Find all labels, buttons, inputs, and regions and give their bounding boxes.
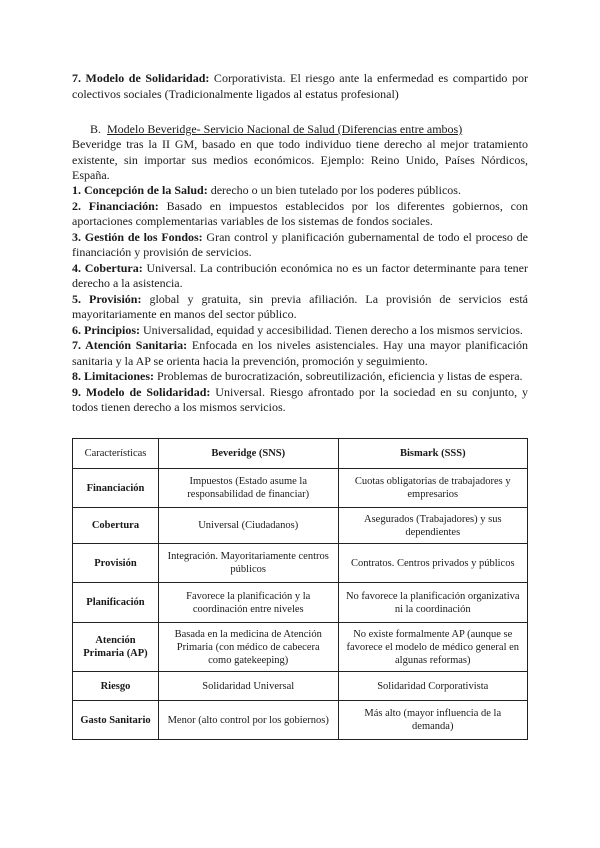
item-text: Problemas de burocratización, sobreutilización, eficiencia y listas de espera. — [154, 369, 523, 383]
beveridge-cell: Impuestos (Estado asume la responsabilidad de financiar) — [158, 469, 338, 508]
beveridge-cell: Favorece la planificación y la coordinación entre niveles — [158, 583, 338, 623]
comparison-table — [72, 438, 528, 740]
row-label: Planificación — [73, 583, 159, 623]
list-item — [72, 230, 528, 261]
list-item — [72, 323, 528, 339]
item-label: 8. Limitaciones: — [72, 369, 154, 383]
item-text: Basado en impuestos establecidos por los diferentes gobiernos, con aportaciones complementarias variables de los sistemas de fondos sociales. — [72, 198, 528, 228]
table-row — [73, 544, 528, 583]
list-item — [72, 183, 528, 199]
beveridge-cell: Universal (Ciudadanos) — [158, 508, 338, 544]
list-item — [72, 292, 528, 323]
beveridge-cell: Integración. Mayoritariamente centros públicos — [158, 544, 338, 583]
solidarity-model-item — [72, 71, 528, 102]
header-bismark: Bismark (SSS) — [338, 439, 527, 469]
header-beveridge: Beveridge (SNS) — [158, 439, 338, 469]
table-row — [73, 583, 528, 623]
section-marker: B. — [90, 122, 102, 136]
list-item — [72, 369, 528, 385]
table-row — [73, 469, 528, 508]
item-label: 2. Financiación: — [72, 198, 159, 213]
bismark-cell: Cuotas obligatorias de trabajadores y empresarios — [338, 469, 527, 508]
item-label: 1. Concepción de la Salud: — [72, 183, 208, 197]
bismark-cell: No existe formalmente AP (aunque se favorece el modelo de médico general en algunas reformas) — [338, 623, 527, 672]
table-header-row — [73, 439, 528, 469]
section-intro — [72, 137, 528, 184]
item-label: 5. Provisión: — [72, 291, 142, 306]
item-label: 9. Modelo de Solidaridad: — [72, 384, 211, 399]
row-label: Cobertura — [73, 508, 159, 544]
beveridge-cell: Solidaridad Universal — [158, 672, 338, 701]
row-label: Gasto Sanitario — [73, 701, 159, 740]
item-text: Universal. Riesgo afrontado por la sociedad en su conjunto, y todos tienen derecho a los mismos servicios. — [72, 384, 528, 414]
intro-text: Beveridge tras la II GM, basado en que todo individuo tiene derecho al mejor tratamiento existente, sin importar sus medios económicos. Ejemplo: Reino Unido, Países Nórdicos, España. — [72, 137, 528, 182]
item-text: Enfocada en los niveles asistenciales. Hay una mayor planificación sanitaria y la AP se orienta hacia la prevención, promoción y seguimiento. — [72, 338, 529, 368]
list-item — [72, 338, 528, 369]
bismark-cell: Solidaridad Corporativista — [338, 672, 527, 701]
table-row — [73, 672, 528, 701]
row-label: Riesgo — [73, 672, 159, 701]
item-label: 7. Atención Sanitaria: — [72, 338, 188, 352]
section-title: Modelo Beveridge- Servicio Nacional de Salud (Diferencias entre ambos) — [107, 122, 463, 136]
row-label: Financiación — [73, 469, 159, 508]
bismark-cell: Contratos. Centros privados y públicos — [338, 544, 527, 583]
table-row — [73, 701, 528, 740]
section-heading — [90, 122, 462, 137]
bismark-cell: No favorece la planificación organizativa ni la coordinación — [338, 583, 527, 623]
item-text: global y gratuita, sin previa afiliación. La provisión de servicios está mayoritariamente en manos del sector público. — [72, 291, 528, 321]
item-text: derecho o un bien tutelado por los poderes públicos. — [207, 183, 461, 197]
item-label: 4. Cobertura: — [72, 260, 143, 275]
row-label: Provisión — [73, 544, 159, 583]
item-label: 7. Modelo de Solidaridad: — [72, 71, 210, 85]
item-text: Corporativista. El riesgo ante la enfermedad es compartido por colectivos sociales (Tradicionalmente ligados al estatus profesional) — [72, 71, 528, 101]
item-label: 6. Principios: — [72, 322, 140, 337]
table-row — [73, 508, 528, 544]
item-text: Universal. La contribución económica no es un factor determinante para tener derecho a la asistencia. — [72, 260, 529, 290]
beveridge-cell: Menor (alto control por los gobiernos) — [158, 701, 338, 740]
header-characteristics: Características — [73, 439, 159, 469]
item-label: 3. Gestión de los Fondos: — [72, 229, 203, 244]
list-item — [72, 199, 528, 230]
table-row — [73, 623, 528, 672]
beveridge-cell: Basada en la medicina de Atención Primaria (con médico de cabecera como gatekeeping) — [158, 623, 338, 672]
item-text: Universalidad, equidad y accesibilidad. Tienen derecho a los mismos servicios. — [140, 322, 523, 337]
list-item — [72, 385, 528, 416]
item-text: Gran control y planificación gubernamental de todo el proceso de financiación y provisión de servicios. — [72, 229, 528, 259]
list-item — [72, 261, 528, 292]
features-list — [72, 183, 528, 416]
row-label: Atención Primaria (AP) — [73, 623, 159, 672]
bismark-cell: Asegurados (Trabajadores) y sus dependientes — [338, 508, 527, 544]
bismark-cell: Más alto (mayor influencia de la demanda) — [338, 701, 527, 740]
